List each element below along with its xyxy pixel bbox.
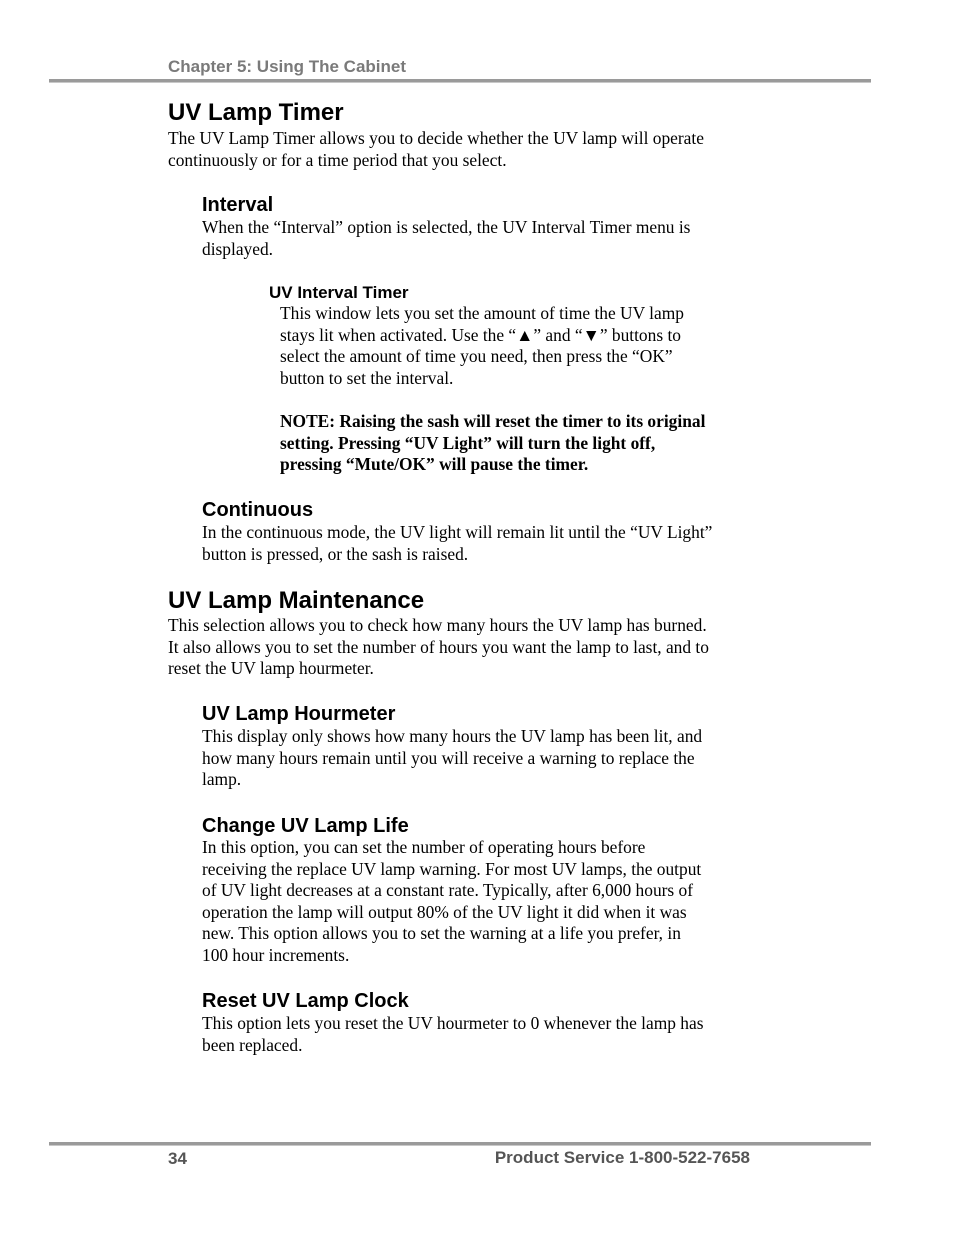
change-life-paragraph (202, 837, 701, 967)
page-number: 34 (168, 1149, 187, 1168)
text-line: NOTE: Raising the sash will reset the timer to its original (280, 411, 706, 431)
hourmeter-paragraph (202, 726, 702, 791)
text-line: This selection allows you to check how many hours the UV lamp has burned. (168, 615, 707, 635)
subsection-title-interval: Interval (202, 194, 274, 216)
text-line: new. This option allows you to set the warning at a life you prefer, in (202, 923, 681, 944)
text-line: reset the UV lamp hourmeter. (168, 658, 374, 679)
text-line: stays lit when activated. Use the “▲” and “▼” buttons to (280, 324, 681, 345)
text-line: operation the lamp will output 80% of the UV light it did when it was (202, 901, 687, 922)
text-line: In this option, you can set the number of operating hours before (202, 837, 646, 857)
subsection-title-continuous: Continuous (202, 499, 314, 521)
text-line: When the “Interval” option is selected, the UV Interval Timer menu is (202, 217, 691, 237)
text-line: lamp. (202, 769, 242, 790)
section-title-uv-lamp-timer: UV Lamp Timer (168, 99, 344, 126)
uv-lamp-timer-paragraph (168, 128, 704, 171)
product-service-phone: Product Service 1-800-522-7658 (494, 1148, 750, 1167)
reset-clock-paragraph (202, 1013, 703, 1056)
text-line: receiving the replace UV lamp warning. For most UV lamps, the output (202, 858, 702, 879)
text-line: button is pressed, or the sash is raised. (202, 543, 469, 564)
uv-lamp-maintenance-paragraph (168, 615, 709, 680)
text-line: This window lets you set the amount of time the UV lamp (280, 303, 684, 323)
text-line: pressing “Mute/OK” will pause the timer. (280, 454, 589, 475)
text-line: The UV Lamp Timer allows you to decide whether the UV lamp will operate (168, 128, 704, 148)
text-line: select the amount of time you need, then press the “OK” (280, 346, 673, 367)
text-line: This display only shows how many hours the UV lamp has been lit, and (202, 726, 703, 746)
text-line: It also allows you to set the number of hours you want the lamp to last, and to (168, 636, 709, 657)
subsection-title-change-uv-lamp-life: Change UV Lamp Life (202, 815, 409, 837)
text-line: This option lets you reset the UV hourmeter to 0 whenever the lamp has (202, 1013, 704, 1033)
text-line: how many hours remain until you will receive a warning to replace the (202, 747, 695, 768)
subsection-title-uv-lamp-hourmeter: UV Lamp Hourmeter (202, 703, 396, 725)
text-line: 100 hour increments. (202, 944, 350, 965)
text-line: continuously or for a time period that you select. (168, 149, 507, 170)
header-rule (49, 79, 871, 83)
text-line: In the continuous mode, the UV light will remain lit until the “UV Light” (202, 522, 713, 542)
text-line: setting. Pressing “UV Light” will turn the light off, (280, 432, 656, 453)
interval-paragraph (202, 217, 690, 260)
section-title-uv-lamp-maintenance: UV Lamp Maintenance (168, 587, 425, 614)
chapter-header: Chapter 5: Using The Cabinet (168, 57, 407, 76)
uv-interval-timer-paragraph (280, 303, 684, 389)
text-line: button to set the interval. (280, 367, 454, 388)
continuous-paragraph (202, 522, 712, 565)
subsubsection-title-uv-interval-timer: UV Interval Timer (269, 283, 409, 302)
note-paragraph (280, 411, 705, 476)
footer-rule (49, 1142, 871, 1146)
text-line: of UV light decreases at a constant rate. Typically, after 6,000 hours of (202, 880, 694, 901)
subsection-title-reset-uv-lamp-clock: Reset UV Lamp Clock (202, 990, 409, 1012)
text-line: been replaced. (202, 1034, 303, 1055)
text-line: displayed. (202, 238, 273, 259)
